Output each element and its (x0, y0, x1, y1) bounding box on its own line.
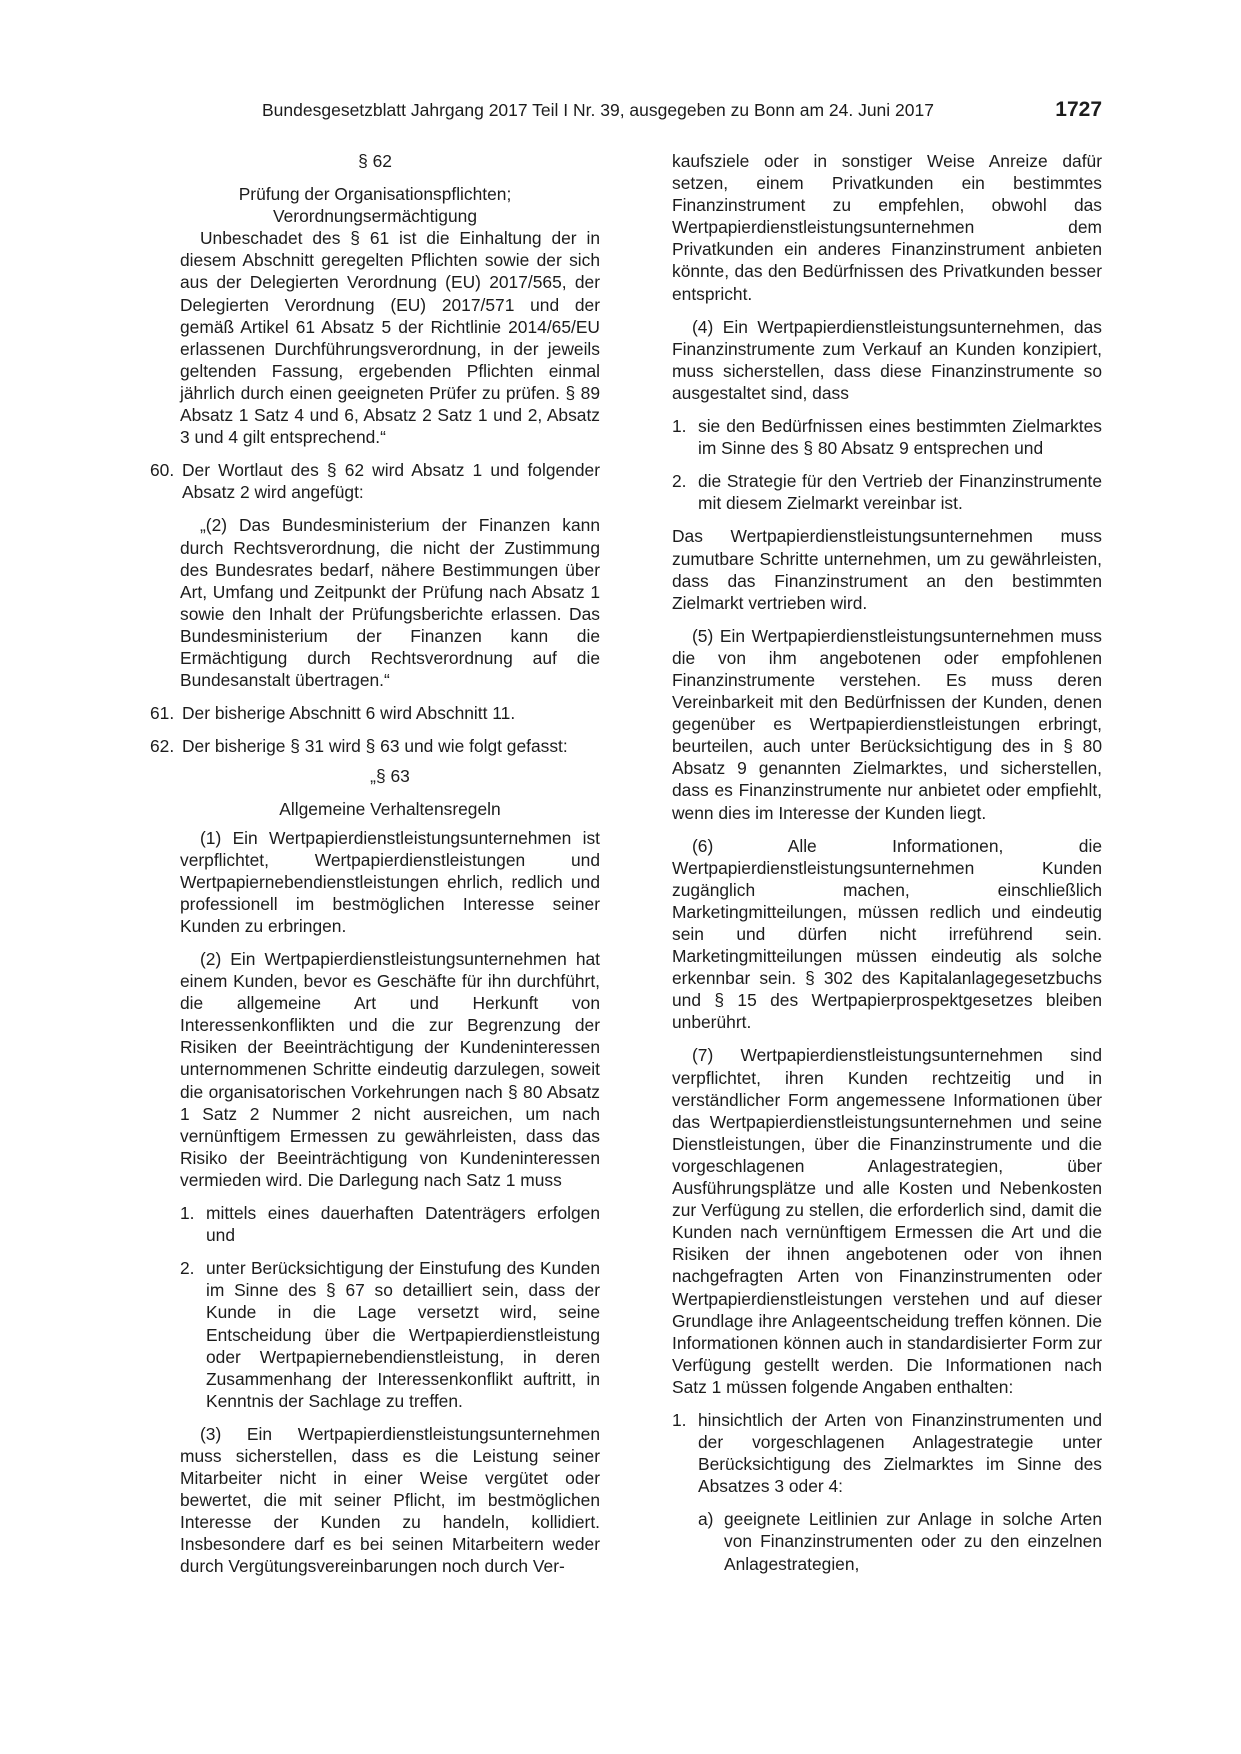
paragraph-4-closing: Das Wertpapierdienstleistungsunternehmen muss zumutbare Schritte unternehmen, um zu gewährleisten, dass das Finanzinstrument an den bestimmten Zielmarkt vertrieben wird. (672, 526, 1102, 613)
list-item (180, 1202, 600, 1246)
item-number: 62. (150, 736, 175, 757)
section-62-title-line-1: Prüfung der Organisationspflichten; (238, 184, 512, 205)
item-number: 61. (150, 703, 175, 724)
list-number: 2. (672, 471, 687, 492)
list-item (672, 1409, 1102, 1497)
item-number: 60. (150, 460, 175, 481)
list-text: mittels eines dauerhaften Datenträgers erfolgen und (206, 1203, 600, 1246)
section-63-paragraph-3: (3) Ein Wertpapierdienstleistungsunternehmen muss sicherstellen, dass es die Leistung seiner Mitarbeiter nicht in einer Weise vergütet oder bewertet, die mit seiner Pflicht, im bestmöglichen Interesse der Kunden zu handeln, kollidiert. Insbesondere darf es bei seinen Mitarbeitern weder durch Vergütungsvereinbarungen noch durch Ver- (180, 1423, 600, 1577)
list-text: hinsichtlich der Arten von Finanzinstrumenten und der vorgeschlagenen Anlagestrategie unter Berücksichtigung des Zielmarktes im Sinne des Absatzes 3 oder 4: (698, 1409, 1102, 1497)
amendment-item-62 (150, 735, 600, 757)
list-number: 1. (180, 1203, 195, 1224)
section-63-paragraph-7: (7) Wertpapierdienstleistungsunternehmen sind verpflichtet, ihren Kunden rechtzeitig und in verständlicher Form angemessene Informationen über das Wertpapierdienstleistungsunternehmen und seine Dienstleistungen, über die Finanzinstrumente und die vorgeschlagenen Anlagestrategien, über Ausführungsplätze und alle Kosten und Nebenkosten zur Verfügung zu stellen, die erforderlich sind, damit die Kunden nach vernünftigem Ermessen die Art und die Risiken der ihnen angebotenen oder von ihnen nachgefragten Arten von Finanzinstrumenten oder Wertpapierdienstleistungen verstehen und auf dieser Grundlage ihre Anlageentscheidung treffen können. Die Informationen können auch in standardisierter Form zur Verfügung gestellt werden. Die Informationen nach Satz 1 müssen folgende Angaben enthalten: (672, 1045, 1102, 1397)
amendment-60-quote: „(2) Das Bundesministerium der Finanzen kann durch Rechtsverordnung, die nicht der Zustimmung des Bundesrates bedarf, nähere Bestimmungen über Art, Umfang und Zeitpunkt der Prüfung nach Absatz 1 sowie den Inhalt der Prüfungsberichte erlassen. Das Bundesministerium der Finanzen kann die Ermächtigung durch Rechtsverordnung auf die Bundesanstalt übertragen.“ (180, 515, 600, 691)
list-number: 1. (672, 416, 687, 437)
section-62-title-line-2: Verordnungsermächtigung (273, 206, 477, 227)
item-text: Der bisherige Abschnitt 6 wird Abschnitt 11. (182, 703, 516, 724)
section-63-heading: „§ 63 (370, 766, 410, 787)
section-63-paragraph-1: (1) Ein Wertpapierdienstleistungsunternehmen ist verpflichtet, Wertpapierdienstleistungen und Wertpapiernebendienstleistungen ehrlich, redlich und professionell im bestmöglichen Interesse seiner Kunden zu erbringen. (180, 827, 600, 936)
list-number: 1. (672, 1409, 687, 1430)
list-item (180, 1257, 600, 1412)
item-text: Der bisherige § 31 wird § 63 und wie folgt gefasst: (182, 736, 568, 757)
item-text: Der Wortlaut des § 62 wird Absatz 1 und folgender Absatz 2 wird angefügt: (182, 460, 600, 503)
sub-list-item (698, 1508, 1102, 1574)
left-column (150, 150, 600, 1589)
header-title: Bundesgesetzblatt Jahrgang 2017 Teil I Nr. 39, ausgegeben zu Bonn am 24. Juni 2017 (262, 100, 934, 120)
page-number: 1727 (1055, 98, 1102, 121)
list-item (672, 415, 1102, 459)
list-text: unter Berücksichtigung der Einstufung des Kunden im Sinne des § 67 so detailliert sein, dass der Kunde in die Lage versetzt wird, seine Entscheidung über die Wertpapierdienstleistung oder Wertpapiernebendienstleistung, in deren Zusammenhang der Interessenkonflikt auftritt, in Kenntnis der Sachlage zu treffen. (206, 1258, 600, 1411)
list-letter: a) (698, 1509, 714, 1530)
section-63-paragraph-5: (5) Ein Wertpapierdienstleistungsunternehmen muss die von ihm angebotenen oder empfohlenen Finanzinstrumente verstehen. Es muss deren Vereinbarkeit mit den Bedürfnissen der Kunden, denen gegenüber es Wertpapierdienstleistungen erbringt, beurteilen, auch unter Berücksichtigung des in § 80 Absatz 9 genannten Zielmarktes, und sicherstellen, dass es Finanzinstrumente nur anbietet oder empfiehlt, wenn dies im Interesse der Kunden liegt. (672, 625, 1102, 823)
amendment-item-61 (150, 702, 600, 724)
section-63-paragraph-2: (2) Ein Wertpapierdienstleistungsunternehmen hat einem Kunden, bevor es Geschäfte für ihn durchführt, die allgemeine Art und Herkunft von Interessenkonflikten und die zur Begrenzung der Risiken der Beeinträchtigung der Kundeninteressen unternommenen Schritte eindeutig darzulegen, soweit die organisatorischen Vorkehrungen nach § 80 Absatz 1 Satz 2 Nummer 2 nicht ausreichen, um nach vernünftigem Ermessen zu gewährleisten, dass das Risiko der Beeinträchtigung von Kundeninteressen vermieden wird. Die Darlegung nach Satz 1 muss (180, 949, 600, 1190)
amendment-item-60 (150, 459, 600, 503)
section-63-paragraph-4: (4) Ein Wertpapierdienstleistungsunternehmen, das Finanzinstrumente zum Verkauf an Kunden konzipiert, muss sicherstellen, dass diese Finanzinstrumente so ausgestaltet sind, dass (672, 316, 1102, 403)
section-63-paragraph-6: (6) Alle Informationen, die Wertpapierdienstleistungsunternehmen Kunden zugänglich machen, einschließlich Marketingmitteilungen, müssen redlich und eindeutig sein und dürfen nicht irreführend sein. Marketingmitteilungen müssen eindeutig als solche erkennbar sein. § 302 des Kapitalanlagegesetzbuchs und § 15 des Wertpapierprospektgesetzes bleiben unberührt. (672, 835, 1102, 1033)
section-63-title: Allgemeine Verhaltensregeln (279, 799, 501, 820)
right-column (672, 150, 1102, 1586)
list-text: die Strategie für den Vertrieb der Finanzinstrumente mit diesem Zielmarkt vereinbar ist. (698, 471, 1102, 514)
list-text: geeignete Leitlinien zur Anlage in solche Arten von Finanzinstrumenten oder zu den einzelnen Anlagestrategien, (724, 1509, 1102, 1574)
page-header (262, 100, 1102, 126)
list-number: 2. (180, 1258, 195, 1279)
section-62-heading: § 62 (358, 151, 392, 171)
list-text: sie den Bedürfnissen eines bestimmten Zielmarktes im Sinne des § 80 Absatz 9 entsprechen und (698, 416, 1102, 459)
list-item (672, 470, 1102, 514)
section-62-text: Unbeschadet des § 61 ist die Einhaltung der in diesem Abschnitt geregelten Pflichten sowie der sich aus der Delegierten Verordnung (EU) 2017/565, der Delegierten Verordnung (EU) 2017/571 und der gemäß Artikel 61 Absatz 5 der Richtlinie 2014/65/EU erlassenen Durchführungsverordnung, in der jeweils geltenden Fassung, ergebenden Pflichten einmal jährlich durch einen geeigneten Prüfer zu prüfen. § 89 Absatz 1 Satz 4 und 6, Absatz 2 Satz 1 und 2, Absatz 3 und 4 gilt entsprechend.“ (180, 228, 600, 448)
paragraph-3-continued: kaufsziele oder in sonstiger Weise Anreize dafür setzen, einem Privatkunden ein bestimmtes Finanzinstrument zu empfehlen, obwohl das Wertpapierdienstleistungsunternehmen dem Privatkunden ein anderes Finanzinstrument anbieten könnte, das den Bedürfnissen des Privatkunden besser entspricht. (672, 151, 1102, 304)
